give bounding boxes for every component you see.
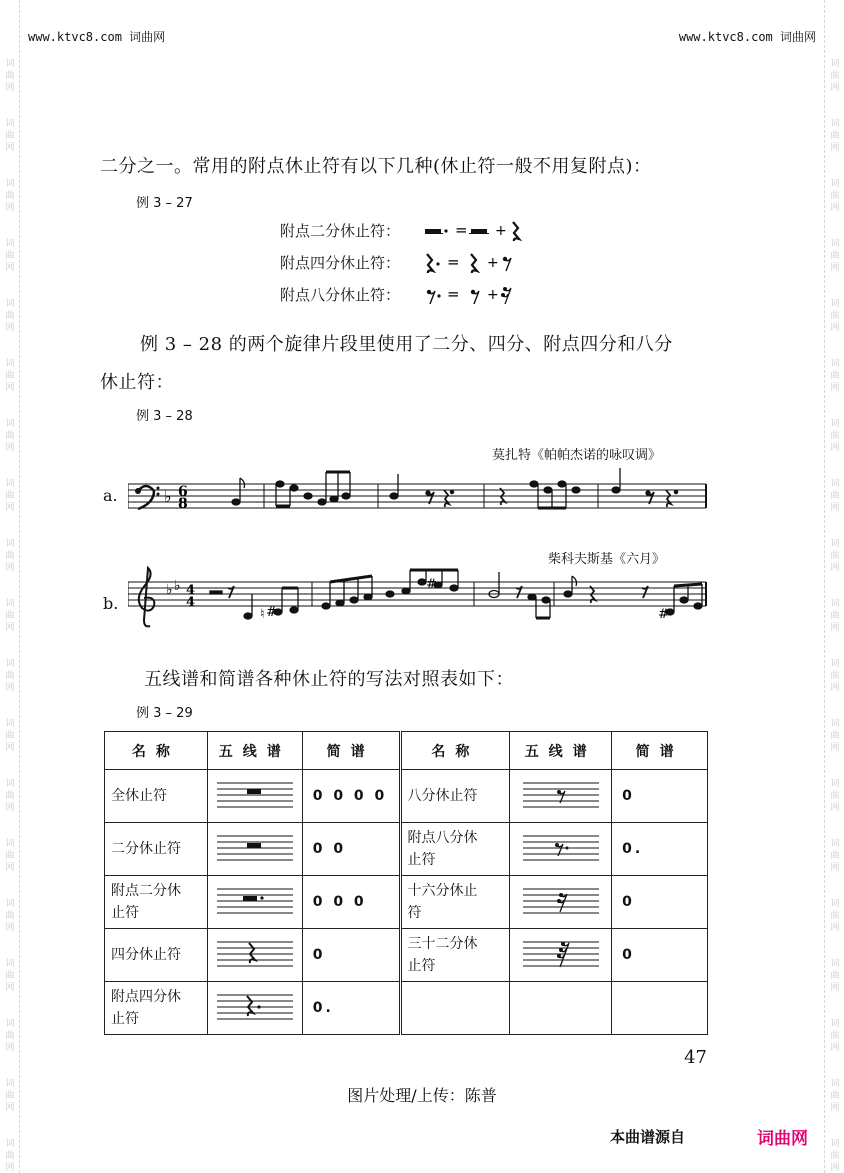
composer-mozart: 莫扎特《帕帕杰诺的咏叹调》 bbox=[492, 448, 662, 463]
rest-staff-right bbox=[510, 823, 612, 876]
svg-text:+: + bbox=[495, 223, 507, 239]
rest-name-right: 附点八分休 止符 bbox=[400, 823, 510, 876]
dotted-quarter-rest-label: 附点四分休止符： bbox=[280, 253, 401, 272]
rest-staff-left bbox=[207, 770, 302, 823]
watermark-glyph-group: 词 曲 网 bbox=[830, 299, 840, 333]
watermark-glyph-group: 词 曲 网 bbox=[830, 479, 840, 513]
watermark-glyph-group: 词 曲 网 bbox=[830, 59, 840, 93]
watermark-glyph-group: 词 曲 网 bbox=[5, 839, 15, 873]
example-3-29-label: 例 3 – 29 bbox=[136, 706, 193, 721]
paragraph-melody-intro-cont: 休止符： bbox=[100, 372, 174, 393]
staff-b-mark: b. bbox=[103, 594, 119, 613]
watermark-glyph-group: 词 曲 网 bbox=[830, 959, 840, 993]
rest-name-left: 附点四分休 止符 bbox=[105, 982, 208, 1035]
svg-text:#: # bbox=[658, 607, 669, 622]
rest-name-left: 全休止符 bbox=[105, 770, 208, 823]
watermark-glyph-group: 词 曲 网 bbox=[5, 419, 15, 453]
watermark-glyph-group: 词 曲 网 bbox=[830, 1079, 840, 1113]
staff-rest-dotted-half-icon bbox=[215, 881, 295, 919]
dotted-eighth-rest-label: 附点八分休止符： bbox=[280, 285, 401, 304]
rest-jianpu-right: 0. bbox=[612, 823, 708, 876]
watermark-glyph-group: 词 曲 网 bbox=[5, 479, 15, 513]
svg-text:=: = bbox=[455, 221, 468, 239]
watermark-glyph-group: 词 曲 网 bbox=[830, 899, 840, 933]
table-header-row bbox=[105, 732, 708, 770]
rest-staff-left bbox=[207, 823, 302, 876]
watermark-glyph-group: 词 曲 网 bbox=[830, 1019, 840, 1053]
staff-a-mark: a. bbox=[103, 486, 118, 505]
staff-rest-thirtysecond-icon bbox=[521, 934, 601, 972]
image-credit: 图片处理/上传：陈普 bbox=[347, 1086, 497, 1105]
rest-staff-right bbox=[510, 929, 612, 982]
header-right-url[interactable]: www.ktvc8.com 词曲网 bbox=[678, 30, 816, 44]
header-left-url[interactable]: www.ktvc8.com 词曲网 bbox=[28, 30, 166, 44]
watermark-glyph-group: 词 曲 网 bbox=[830, 659, 840, 693]
rest-jianpu-right bbox=[612, 982, 708, 1035]
table-row bbox=[105, 982, 708, 1035]
rest-jianpu-right: 0 bbox=[612, 770, 708, 823]
svg-text:=: = bbox=[447, 285, 460, 303]
rest-staff-right bbox=[510, 982, 612, 1035]
watermark-glyph-group: 词 曲 网 bbox=[830, 719, 840, 753]
col-header-name-right: 名称 bbox=[400, 732, 510, 770]
rest-name-right: 八分休止符 bbox=[400, 770, 510, 823]
svg-text:4: 4 bbox=[186, 595, 196, 610]
footer-brand-link[interactable]: 词曲网 bbox=[757, 1129, 808, 1149]
watermark-glyph-group: 词 曲 网 bbox=[830, 779, 840, 813]
watermark-glyph-group: 词 曲 网 bbox=[5, 659, 15, 693]
rest-staff-right bbox=[510, 770, 612, 823]
rest-jianpu-left: 0 bbox=[302, 929, 400, 982]
watermark-glyph-group: 词 曲 网 bbox=[830, 359, 840, 393]
watermark-glyph-group: 词 曲 网 bbox=[5, 899, 15, 933]
col-header-staff-right: 五线谱 bbox=[510, 732, 612, 770]
dotted-half-rest-equation bbox=[425, 219, 555, 241]
watermark-glyph-group: 词 曲 网 bbox=[830, 599, 840, 633]
svg-text:#: # bbox=[426, 577, 437, 592]
rest-jianpu-left: 0. bbox=[302, 982, 400, 1035]
svg-text:+: + bbox=[487, 287, 499, 303]
rest-name-right bbox=[400, 982, 510, 1035]
staff-b-treble-clef-melody bbox=[128, 566, 708, 636]
dotted-eighth-rest-equation bbox=[425, 283, 555, 305]
staff-rest-half-icon bbox=[215, 828, 295, 866]
watermark-glyph-group: 词 曲 网 bbox=[830, 1139, 840, 1173]
rest-name-left: 四分休止符 bbox=[105, 929, 208, 982]
watermark-glyph-group: 词 曲 网 bbox=[5, 539, 15, 573]
watermark-glyph-group: 词 曲 网 bbox=[5, 959, 15, 993]
svg-text:=: = bbox=[447, 253, 460, 271]
rest-staff-left bbox=[207, 982, 302, 1035]
watermark-glyph-group: 词 曲 网 bbox=[5, 1139, 15, 1173]
staff-a-bass-clef-melody bbox=[128, 462, 708, 522]
watermark-glyph-group: 词 曲 网 bbox=[5, 1079, 15, 1113]
dotted-quarter-rest-equation bbox=[425, 251, 555, 273]
watermark-glyph-group: 词 曲 网 bbox=[5, 719, 15, 753]
table-row bbox=[105, 770, 708, 823]
svg-text:♮: ♮ bbox=[260, 607, 265, 622]
svg-text:♭: ♭ bbox=[166, 582, 173, 598]
rest-jianpu-left: 0 0 0 0 bbox=[302, 770, 400, 823]
watermark-glyph-group: 词 曲 网 bbox=[830, 239, 840, 273]
paragraph-dotted-rests: 二分之一。常用的附点休止符有以下几种(休止符一般不用复附点)： bbox=[100, 156, 652, 177]
watermark-glyph-group: 词 曲 网 bbox=[5, 239, 15, 273]
watermark-glyph-group: 词 曲 网 bbox=[5, 299, 15, 333]
rest-name-left: 附点二分休 止符 bbox=[105, 876, 208, 929]
page-number: 47 bbox=[684, 1047, 707, 1068]
rest-comparison-table bbox=[104, 731, 708, 1035]
svg-text:♭: ♭ bbox=[164, 487, 172, 506]
table-row bbox=[105, 876, 708, 929]
watermark-glyph-group: 词 曲 网 bbox=[5, 59, 15, 93]
rest-name-right: 三十二分休 止符 bbox=[400, 929, 510, 982]
dotted-quarter-rest-row bbox=[280, 251, 555, 273]
watermark-glyph-group: 词 曲 网 bbox=[5, 119, 15, 153]
rest-name-right: 十六分休止 符 bbox=[400, 876, 510, 929]
watermark-glyph-group: 词 曲 网 bbox=[830, 179, 840, 213]
rest-name-left: 二分休止符 bbox=[105, 823, 208, 876]
watermark-glyph-group: 词 曲 网 bbox=[830, 839, 840, 873]
dotted-half-rest-label: 附点二分休止符： bbox=[280, 221, 401, 240]
example-3-27-label: 例 3 – 27 bbox=[136, 196, 193, 211]
rest-jianpu-left: 0 0 0 bbox=[302, 876, 400, 929]
rest-jianpu-left: 0 0 bbox=[302, 823, 400, 876]
watermark-glyph-group: 词 曲 网 bbox=[5, 779, 15, 813]
paragraph-melody-intro: 例 3 – 28 的两个旋律片段里使用了二分、四分、附点四分和八分 bbox=[140, 334, 673, 355]
example-3-28-label: 例 3 – 28 bbox=[136, 409, 193, 424]
svg-text:4: 4 bbox=[186, 583, 196, 598]
rest-jianpu-right: 0 bbox=[612, 929, 708, 982]
rest-staff-left bbox=[207, 876, 302, 929]
svg-text:♭: ♭ bbox=[174, 578, 181, 594]
staff-rest-dotted-eighth-icon bbox=[521, 828, 601, 866]
paragraph-comparison-intro: 五线谱和简谱各种休止符的写法对照表如下： bbox=[144, 669, 514, 690]
col-header-jianpu-right: 简谱 bbox=[612, 732, 708, 770]
watermark-glyph-group: 词 曲 网 bbox=[830, 539, 840, 573]
watermark-glyph-group: 词 曲 网 bbox=[5, 359, 15, 393]
right-watermark-strip bbox=[824, 0, 844, 1173]
staff-rest-dotted-quarter-icon bbox=[215, 987, 295, 1025]
col-header-staff-left: 五线谱 bbox=[207, 732, 302, 770]
svg-text:6: 6 bbox=[178, 484, 188, 500]
composer-tchaikovsky: 柴科夫斯基《六月》 bbox=[548, 552, 666, 567]
rest-jianpu-right: 0 bbox=[612, 876, 708, 929]
left-watermark-strip bbox=[0, 0, 20, 1173]
staff-rest-sixteenth-icon bbox=[521, 881, 601, 919]
staff-rest-whole-icon bbox=[215, 775, 295, 813]
col-header-jianpu-left: 简谱 bbox=[302, 732, 400, 770]
dotted-eighth-rest-row bbox=[280, 283, 555, 305]
staff-rest-quarter-icon bbox=[215, 934, 295, 972]
staff-rest-eighth-icon bbox=[521, 775, 601, 813]
dotted-half-rest-row bbox=[280, 219, 555, 241]
footer-source-text: 本曲谱源自 bbox=[610, 1128, 686, 1146]
svg-text:#: # bbox=[266, 605, 277, 620]
watermark-glyph-group: 词 曲 网 bbox=[5, 599, 15, 633]
rest-staff-right bbox=[510, 876, 612, 929]
watermark-glyph-group: 词 曲 网 bbox=[5, 1019, 15, 1053]
table-row bbox=[105, 929, 708, 982]
svg-text:+: + bbox=[487, 255, 499, 271]
watermark-glyph-group: 词 曲 网 bbox=[830, 119, 840, 153]
watermark-glyph-group: 词 曲 网 bbox=[5, 179, 15, 213]
rest-staff-left bbox=[207, 929, 302, 982]
watermark-glyph-group: 词 曲 网 bbox=[830, 419, 840, 453]
svg-text:8: 8 bbox=[178, 496, 188, 512]
col-header-name-left: 名称 bbox=[105, 732, 208, 770]
table-row bbox=[105, 823, 708, 876]
